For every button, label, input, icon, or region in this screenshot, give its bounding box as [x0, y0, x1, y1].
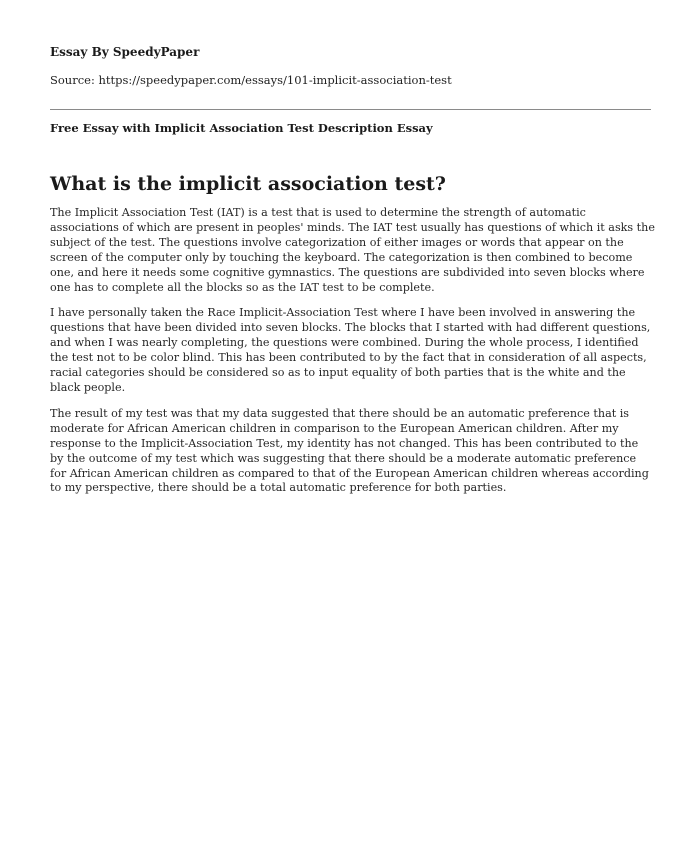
- paragraph-2: I have personally taken the Race Implicit-Association Test where I have been involved in answering the questions that have been divided into seven blocks. The blocks that I started with had different questions, and when I was nearly completing, the questions were combined. During the whole process, I identified the test not to be color blind. This has been contributed to by the fact that in consideration of all aspects, racial categories should be considered so as to input equality of both parties that is the white and the black people.: [50, 306, 651, 394]
- paragraph-3: The result of my test was that my data suggested that there should be an automatic preference that is moderate for African American children in comparison to the European American children. After my response to the Implicit-Association Test, my identity has not changed. This has been contributed to the by the outcome of my test which was suggesting that there should be a moderate automatic preference for African American children as compared to that of the European American children whereas according to my perspective, there should be a total automatic preference for both parties.: [50, 406, 649, 495]
- paragraph-1: The Implicit Association Test (IAT) is a test that is used to determine the strength of automatic associations of which are present in peoples' minds. The IAT test usually has questions of which it asks the subject of the test. The questions involve categorization of either images or words that appear on the screen of the computer only by touching the keyboard. The categorization is then combined to become one, and here it needs some cognitive gymnastics. The questions are subdivided into seven blocks where one has to complete all the blocks so as the IAT test to be complete.: [50, 206, 655, 294]
- essay-type-title: Free Essay with Implicit Association Test Description Essay: [50, 121, 433, 135]
- source-url: Source: https://speedypaper.com/essays/101-implicit-association-test: [50, 73, 452, 87]
- essay-body: [50, 206, 655, 507]
- header-divider: [50, 109, 651, 110]
- page-title: What is the implicit association test?: [50, 173, 446, 195]
- essay-author: Essay By SpeedyPaper: [50, 45, 200, 59]
